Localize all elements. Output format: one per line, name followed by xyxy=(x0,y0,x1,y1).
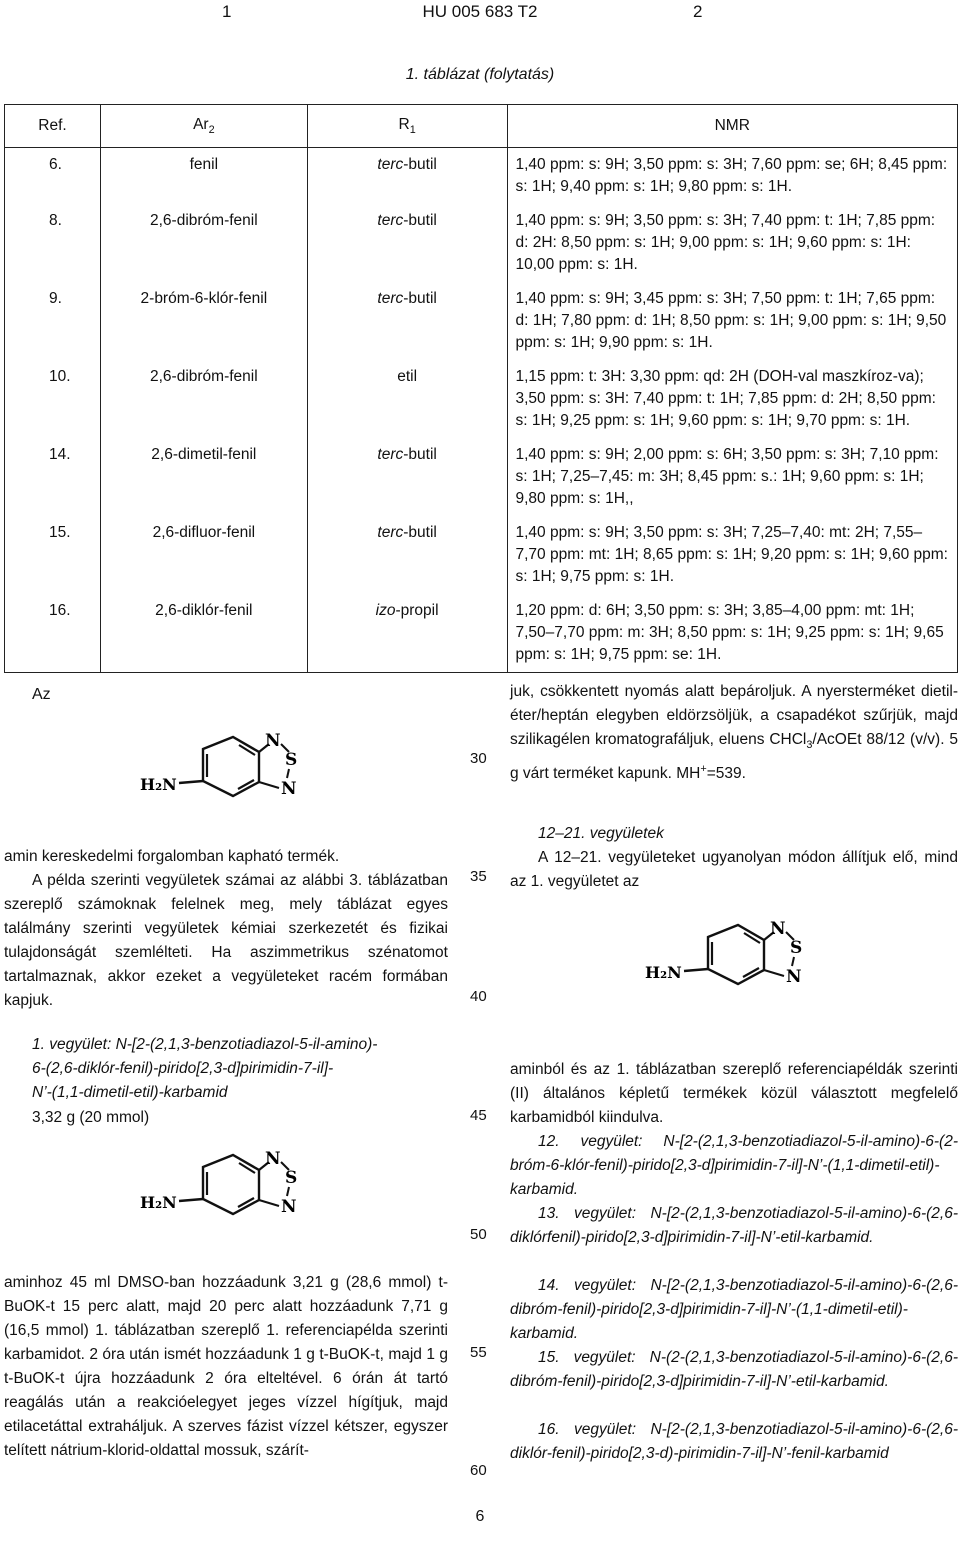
table-row xyxy=(5,148,958,205)
cell-ar2: 2,6-dibróm-fenil xyxy=(100,360,307,438)
compound-13: 13. vegyület: N-[2-(2,1,3-benzotiadiazol-5-il-amino)-6-(2,6-diklórfenil)-pirido[2,3-d]pirimidin-7-il]-N’-etil-karbamid. xyxy=(510,1205,958,1246)
benzothiadiazole-structure xyxy=(640,920,820,1000)
cell-ref: 9. xyxy=(5,282,101,360)
cell-ar2: 2,6-difluor-fenil xyxy=(100,516,307,594)
cell-ar2: fenil xyxy=(100,148,307,205)
cell-ref: 14. xyxy=(5,438,101,516)
header-page-right: 2 xyxy=(693,2,703,21)
table-header-row xyxy=(5,105,958,148)
left-paragraph-3: aminhoz 45 ml DMSO-ban hozzáadunk 3,21 g (28,6 mmol) t-BuOK-t 15 perc alatt, majd 20 perc alatt hozzáadunk 7,71 g (16,5 mmol) 1. táblázatban szereplő 1. referenciapélda szerinti karbamidot. 2 óra után ismét hozzáadunk 1 g t-BuOK-t, majd 1 g t-BuOK-t újra hozzáadunk 2 óra elteltével. 6 órán át tartó reagálás után a reakcióelegyet jeges vízzel hígítjuk, majd etilacetáttal extraháljuk. A szerves fázist vízzel kétszer, egyszer telített nátrium-klorid-oldattal mossuk, szárít- xyxy=(4,1274,448,1459)
line-number: 30 xyxy=(470,750,487,767)
amount-text: 3,32 g (20 mmol) xyxy=(32,1109,150,1126)
table-row xyxy=(5,516,958,594)
compound-1-title: 1. vegyület: N-[2-(2,1,3-benzotiadiazol-5-il-amino)- 6-(2,6-diklór-fenil)-pirido[2,3-d]pirimidin-7-il]- N’-(1,1-dimetil-etil)-karbamid xyxy=(32,1036,378,1101)
cell-ar2: 2,6-diklór-fenil xyxy=(100,594,307,673)
table-caption: 1. táblázat (folytatás) xyxy=(405,66,555,83)
atom-s: S xyxy=(790,938,803,958)
amine-group: H₂N xyxy=(140,1193,177,1212)
right-paragraph-1: juk, csökkentett nyomás alatt bepároljuk. A nyersterméket dietil-éter/heptán elegyben eldörzsöljük, a csapadékot szűrjük, majd szilikagélen kromatografáljuk, eluens CHCl$_3$/AcOEt 88/12 (v/v). 5 g várt terméket kapunk. MH+=539. xyxy=(510,683,958,783)
atom-n-bottom: N xyxy=(281,779,297,799)
cell-ref: 15. xyxy=(5,516,101,594)
cell-r1: terc-butil xyxy=(307,516,507,594)
benzothiadiazole-structure xyxy=(135,1150,315,1230)
cell-ar2: 2,6-dibróm-fenil xyxy=(100,204,307,282)
atom-n-top: N xyxy=(265,1150,281,1169)
table-row xyxy=(5,594,958,673)
header-page-left: 1 xyxy=(222,2,232,21)
col-header-nmr: NMR xyxy=(507,105,958,148)
left-paragraph-2: A példa szerinti vegyületek számai az alábbi 3. táblázatban szereplő számoknak felelnek meg, mely táblázat egyes találmány szerinti vegyületek kémiai szerkezetét és fizikai tulajdonságát szemlélteti. Ha aszimmetrikus szénatomot tartalmaznak, akkor ezeket a vegyületeket racém formában kapjuk. xyxy=(4,872,448,1009)
col-header-r1: $R_1$ xyxy=(307,105,507,148)
cell-r1: terc-butil xyxy=(307,148,507,205)
atom-s: S xyxy=(285,750,298,770)
az-label: Az xyxy=(32,686,51,703)
col-header-ref: Ref. xyxy=(5,105,101,148)
cell-nmr: 1,40 ppm: s: 9H; 3,50 ppm: s: 3H; 7,25–7,40: mt: 2H; 7,55–7,70 ppm: mt: 1H; 8,65 ppm: s: 1H; 9,20 ppm: s: 1H; 9,60 ppm: s: 1H; 9,75 ppm: s: 1H. xyxy=(507,516,958,594)
cell-r1: terc-butil xyxy=(307,282,507,360)
line-number: 50 xyxy=(470,1226,487,1243)
line-number: 35 xyxy=(470,868,487,885)
right-paragraph-2: A 12–21. vegyületeket ugyanolyan módon állítjuk elő, mind az 1. vegyületet az xyxy=(510,849,958,890)
cell-nmr: 1,20 ppm: d: 6H; 3,50 ppm: s: 3H; 3,85–4,00 ppm: mt: 1H; 7,50–7,70 ppm: m: 3H; 8,50 ppm: s: 1H; 9,25 ppm: s: 1H; 9,65 ppm: s: 1H; 9,75 ppm: se: 1H. xyxy=(507,594,958,673)
table-row xyxy=(5,282,958,360)
cell-nmr: 1,40 ppm: s: 9H; 3,50 ppm: s: 3H; 7,40 ppm: t: 1H; 7,85 ppm: d: 2H: 8,50 ppm: s: 1H; 9,00 ppm: s: 1H; 9,60 ppm: s: 1H: 10,00 ppm: s: 1H. xyxy=(507,204,958,282)
amine-group: H₂N xyxy=(140,775,177,794)
col-header-ar2: $Ar_2$ xyxy=(100,105,307,148)
left-paragraph-1: amin kereskedelmi forgalomban kapható termék. xyxy=(4,848,340,865)
cell-r1: terc-butil xyxy=(307,204,507,282)
nmr-table xyxy=(4,104,958,673)
cell-r1: terc-butil xyxy=(307,438,507,516)
cell-ref: 16. xyxy=(5,594,101,673)
cell-ar2: 2-bróm-6-klór-fenil xyxy=(100,282,307,360)
compound-16: 16. vegyület: N-[2-(2,1,3-benzotiadiazol-5-il-amino)-6-(2,6-diklór-fenil)-pirido[2,3-d)-pirimidin-7-il]-N’-fenil-karbamid xyxy=(510,1421,958,1462)
atom-n-bottom: N xyxy=(281,1197,297,1217)
cell-nmr: 1,40 ppm: s: 9H; 3,45 ppm: s: 3H; 7,50 ppm: t: 1H; 7,65 ppm: d: 1H; 7,80 ppm: d: 1H; 8,50 ppm: s: 1H; 9,00 ppm: s: 1H; 9,50 ppm: s: 1H; 9,90 ppm: s: 1H. xyxy=(507,282,958,360)
cell-r1: izo-propil xyxy=(307,594,507,673)
header-doc-id: HU 005 683 T2 xyxy=(422,2,538,21)
atom-n-bottom: N xyxy=(786,967,802,987)
cell-r1: etil xyxy=(307,360,507,438)
compound-14: 14. vegyület: N-[2-(2,1,3-benzotiadiazol-5-il-amino)-6-(2,6-dibróm-fenil)-pirido[2,3-d]pirimidin-7-il]-N’-(1,1-dimetil-etil)-karbamid. xyxy=(510,1277,958,1342)
cell-ref: 8. xyxy=(5,204,101,282)
cell-nmr: 1,40 ppm: s: 9H; 3,50 ppm: s: 3H; 7,60 ppm: se; 6H; 8,45 ppm: s: 1H; 9,40 ppm: s: 1H; 9,80 ppm: s: 1H. xyxy=(507,148,958,205)
cell-ref: 10. xyxy=(5,360,101,438)
line-number: 45 xyxy=(470,1107,487,1124)
cell-ar2: 2,6-dimetil-fenil xyxy=(100,438,307,516)
section-title: 12–21. vegyületek xyxy=(538,825,664,842)
compound-12: 12. vegyület: N-[2-(2,1,3-benzotiadiazol-5-il-amino)-6-(2-bróm-6-klór-fenil)-pirido[2,3-d]pirimidin-7-il]-N’-(1,1-dimetil-etil)-karbamid. xyxy=(510,1133,958,1198)
atom-s: S xyxy=(285,1168,298,1188)
table-row xyxy=(5,360,958,438)
cell-ref: 6. xyxy=(5,148,101,205)
table-row xyxy=(5,204,958,282)
cell-nmr: 1,15 ppm: t: 3H: 3,30 ppm: qd: 2H (DOH-val maszkíroz-va); 3,50 ppm: s: 3H: 7,40 ppm: t: 1H; 7,85 ppm: d: 2H; 8,50 ppm: s: 1H; 9,25 ppm: s: 1H; 9,60 ppm: s: 1H; 9,70 ppm: s: 1H. xyxy=(507,360,958,438)
atom-n-top: N xyxy=(770,920,786,939)
line-number: 40 xyxy=(470,988,487,1005)
page-number: 6 xyxy=(475,1508,485,1525)
benzothiadiazole-structure xyxy=(135,732,315,812)
amine-group: H₂N xyxy=(645,963,682,982)
atom-n-top: N xyxy=(265,732,281,751)
line-number: 60 xyxy=(470,1462,487,1479)
compound-15: 15. vegyület: N-(2-(2,1,3-benzotiadiazol-5-il-amino)-6-(2,6-dibróm-fenil)-pirido[2,3-d]pirimidin-7-il]-N’-etil-karbamid. xyxy=(510,1349,958,1390)
cell-nmr: 1,40 ppm: s: 9H; 2,00 ppm: s: 6H; 3,50 ppm: s: 3H; 7,10 ppm: s: 1H; 7,25–7,45: m: 3H; 8,45 ppm: s.: 1H; 9,60 ppm: s: 1H; 9,80 ppm: s: 1H,, xyxy=(507,438,958,516)
table-row xyxy=(5,438,958,516)
line-number: 55 xyxy=(470,1344,487,1361)
right-paragraph-3: aminból és az 1. táblázatban szereplő referenciapéldák szerinti (II) általános képletű termékek közül választott megfelelő karbamidból kiindulva. xyxy=(510,1061,958,1126)
